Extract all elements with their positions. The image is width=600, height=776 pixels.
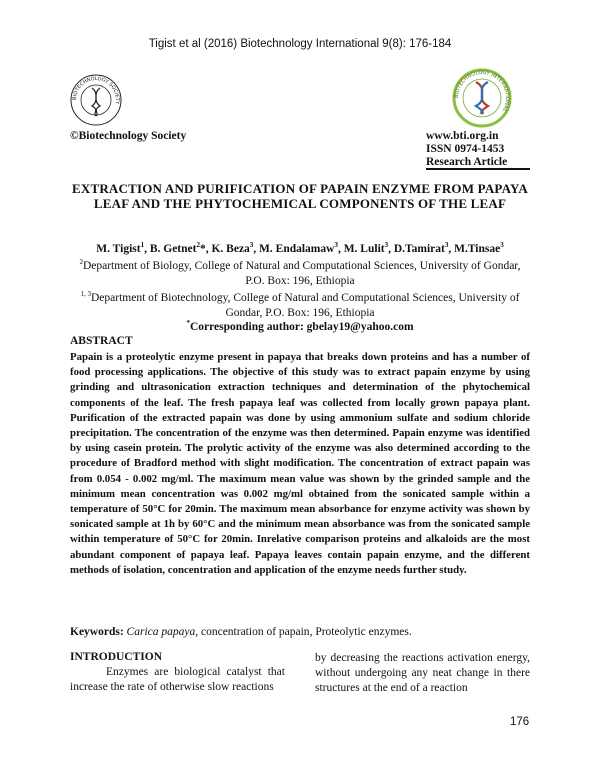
biotechnology-society-logo xyxy=(70,74,122,126)
author: M. Tigist$^1$ xyxy=(96,241,145,255)
introduction-column-1 xyxy=(70,665,285,695)
author-list: M. Tigist$^1$, B. Getnet$^2$*, K. Beza$^3$, M. Endalamaw$^3$, M. Lulit$^3$, D.Tamirat$^3$, M.Tinsae$^3$ xyxy=(96,241,504,255)
paper-title: EXTRACTION AND PURIFICATION OF PAPAIN ENZYME FROM PAPAYA LEAF AND THE PHYTOCHEMICAL COMPONENTS OF THE LEAF xyxy=(72,181,528,211)
author-affiliation-marker: 3 xyxy=(334,241,338,249)
society-name: ©Biotechnology Society xyxy=(70,130,187,142)
abstract-heading: ABSTRACT xyxy=(70,335,133,347)
affiliation-2-text: Department of Biotechnology, College of Natural and Computational Sciences, University of Gondar, P.O. Box: 196, Ethiopia xyxy=(91,291,520,319)
journal-info xyxy=(426,130,507,169)
affiliation-1 xyxy=(70,255,530,289)
affiliation-1-marker: 2 xyxy=(79,258,83,266)
journal-url[interactable]: www.bti.org.in xyxy=(426,130,499,142)
author-affiliation-marker: 3 xyxy=(500,241,504,249)
author-affiliation-marker: 2 xyxy=(196,241,200,249)
affiliation-2-marker: 1, 3 xyxy=(80,290,91,298)
introduction-column-2: by decreasing the reactions activation energy, without undergoing any neat change in there structures at the end of a reaction xyxy=(315,652,530,694)
keyword-3: Proteolytic enzymes. xyxy=(315,626,412,638)
introduction-heading: INTRODUCTION xyxy=(70,651,163,663)
corresponding-marker: * xyxy=(186,319,190,327)
author: M. Endalamaw$^3$ xyxy=(259,241,338,255)
author: B. Getnet$^2$* xyxy=(149,241,206,255)
corresponding-author xyxy=(60,319,540,333)
biotechnology-international-logo xyxy=(452,68,512,128)
author-affiliation-marker: 3 xyxy=(249,241,254,249)
right-logo-ring-text: BIOTECHNOLOGY INTERNATIONAL xyxy=(453,69,511,113)
affiliation-2 xyxy=(70,287,530,321)
running-header: Tigist et al (2016) Biotechnology International 9(8): 176-184 xyxy=(148,38,452,50)
author: K. Beza$^3$ xyxy=(211,241,254,255)
affiliation-1-text: Department of Biology, College of Natural and Computational Sciences, University of Gondar, P.O. Box: 196, Ethiopia xyxy=(82,259,521,287)
keyword-1: Carica papaya xyxy=(126,626,196,638)
author: M.Tinsae$^3$ xyxy=(454,241,504,255)
author: D.Tamirat$^3$ xyxy=(393,241,449,255)
journal-issn: ISSN 0974-1453 xyxy=(426,143,505,155)
author-affiliation-marker: 3 xyxy=(444,241,449,249)
abstract-body: Papain is a proteolytic enzyme present in papaya that breaks down proteins and has a number of food processing applications. The objective of this study was to extract papain enzyme by using grinding and ultrasonication extraction techniques and determination of the phytochemical components of the leaf. The fresh papaya leaf was collected from locally grown papaya plant. Purification of the extracted papain was done by using ammonium sulfate and sodium chloride precipitation. The concentration of the enzyme was then determined. Papain enzyme was identified by using casein protein. The prolytic activity of the enzyme was also determined according to the procedure of Bradford method with slight modification. The concentration of extract papain was from 0.054 - 0.002 mg/ml. The maximum mean value was shown by the grinded sample and the minimum mean concentration was 0.002 mg/ml obtained from the sonicated sample within a temperature of 50°C for 20min. The maximum mean absorbance for enzyme activity was shown by sonicated sample at 1h by 60°C and the minimum mean absorbance was from the sonicated sample within temperature of 50°C for 20min. Inrelative comparison proteins and alkaloids are the most abundant component of papaya leaf. Papaya leaves contain papain enzyme, and the different methods of isolation, concentration and application of the enzyme needs further study. xyxy=(70,351,530,576)
author: M. Lulit$^3$ xyxy=(343,241,389,255)
intro-col1-text: Enzymes are biological catalyst that increase the rate of otherwise slow reactions xyxy=(70,666,285,693)
keywords: Keywords: Carica papaya, concentration of papain, Proteolytic enzymes. xyxy=(70,626,412,638)
left-logo-ring-text: BIOTECHNOLOGY SOCIETY xyxy=(71,75,121,105)
keywords-label: Keywords: xyxy=(70,626,124,638)
keyword-2: concentration of papain xyxy=(200,626,310,638)
author-affiliation-marker: 1 xyxy=(140,241,145,249)
page-number: 176 xyxy=(510,716,530,728)
corresponding-text: Corresponding author: gbelay19@yahoo.com xyxy=(189,320,414,333)
article-type: Research Article xyxy=(426,156,508,168)
author-affiliation-marker: 3 xyxy=(384,241,389,249)
divider xyxy=(426,168,530,170)
